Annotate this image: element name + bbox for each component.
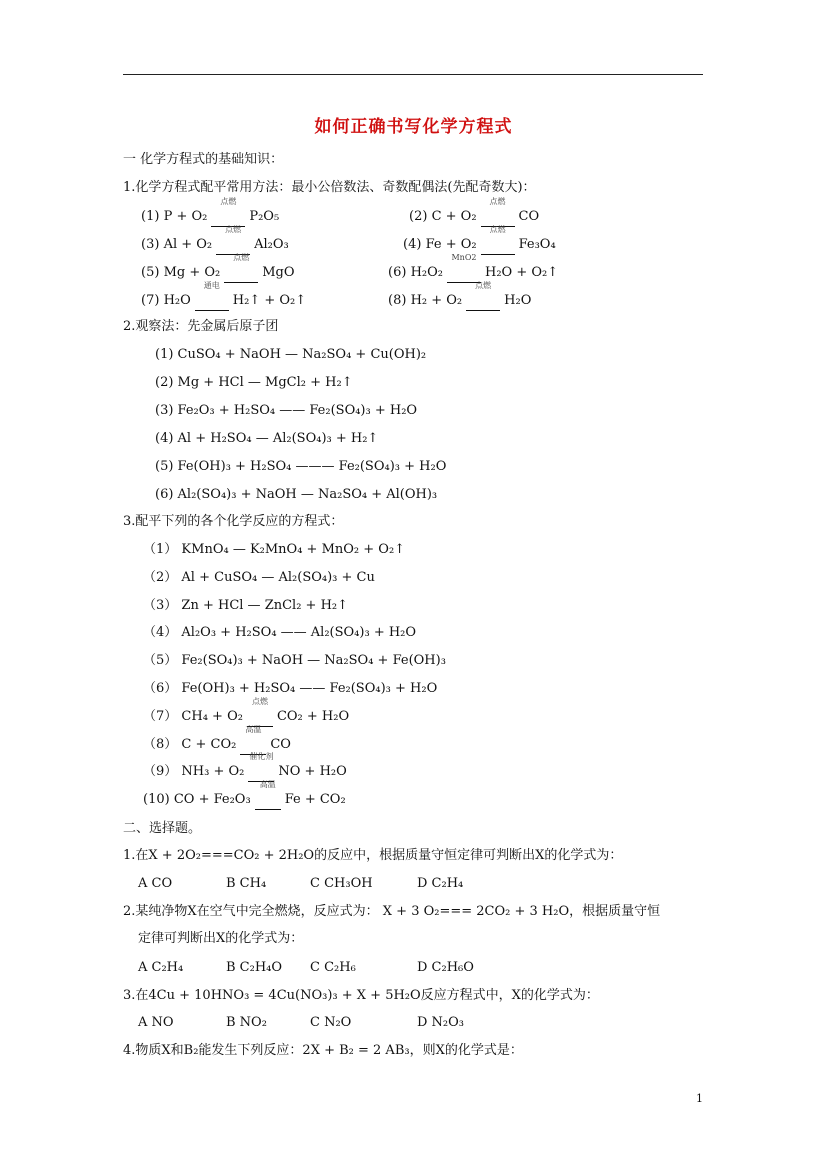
balance-equation-4 [143,624,416,642]
option-C: C N₂O [310,1015,352,1030]
equation-number: (10) [143,792,170,808]
equation-number: (8) [388,293,407,308]
method2-heading: 2.观察法：先金属后原子团 [123,319,279,334]
equation-number: （5） [143,653,178,669]
option-C: C CH₃OH [310,876,373,891]
condition-label: 通电 [203,281,220,290]
equation-products: MgO [262,265,295,280]
equation-reactants: H₂O [163,293,191,308]
equation-products: CO [270,736,291,752]
question-2-stem: 2.某纯净物X在空气中完全燃烧，反应式为： X + 3 O₂=== 2CO₂ + 3 H₂O，根据质量守恒 [123,904,661,919]
balance-equation-9 [143,752,347,782]
condition-label: 点燃 [220,197,237,206]
observe-equation-6: (6) Al₂(SO₄)₃ + NaOH — Na₂SO₄ + Al(OH)₃ [155,487,438,502]
reaction-condition [481,225,515,255]
equation-reactants: H₂O₂ [410,265,443,280]
equation-products: Fe + CO₂ [284,792,346,808]
equation-reactants: P + O₂ [163,209,208,224]
equation-text: Al + CuSO₄ — Al₂(SO₄)₃ + Cu [181,569,375,585]
page-number: 1 [696,1092,703,1105]
observe-equation-1: (1) CuSO₄ + NaOH — Na₂SO₄ + Cu(OH)₂ [155,347,427,362]
reaction-condition [224,253,258,283]
equation-8 [388,281,532,311]
condition-label: 点燃 [489,225,506,234]
option-D: D C₂H₄ [417,876,464,891]
equation-reactants: Fe + O₂ [425,237,477,252]
equation-3 [141,225,289,255]
equation-reactants: CO + Fe₂O₃ [173,792,251,808]
option-A: A CO [138,876,173,891]
condition-label: 点燃 [475,281,492,290]
condition-label: 点燃 [225,225,242,234]
equation-2 [409,197,540,227]
section2-heading: 二、选择题。 [123,821,202,836]
equation-number: (3) [141,237,160,252]
equation-products: CO₂ + H₂O [276,708,350,724]
balance-equation-2 [143,569,375,587]
question-2-stem-cont: 定律可判断出X的化学式为： [138,931,304,946]
condition-label: 催化剂 [249,752,274,762]
observe-equation-2: (2) Mg + HCl — MgCl₂ + H₂↑ [155,375,353,390]
equation-reactants: C + CO₂ [181,736,237,752]
equation-products: H₂↑ + O₂↑ [232,293,307,308]
option-D: D N₂O₃ [417,1015,465,1030]
reaction-condition [466,281,500,311]
balance-equation-5 [143,652,446,670]
equation-7 [141,281,307,311]
option-B: B C₂H₄O [226,960,283,975]
equation-number: (2) [409,209,428,224]
equation-number: (1) [141,209,160,224]
condition-label: MnO2 [451,253,477,262]
equation-number: （4） [143,625,178,641]
header-rule [123,74,703,75]
equation-1 [141,197,280,227]
equation-reactants: C + O₂ [431,209,477,224]
equation-reactants: CH₄ + O₂ [181,708,243,724]
balance-equation-3 [143,597,348,615]
equation-number: （3） [143,597,178,613]
equation-number: (4) [403,237,422,252]
equation-text: Zn + HCl — ZnCl₂ + H₂↑ [181,597,349,613]
equation-number: （6） [143,681,178,696]
condition-label: 点燃 [233,253,250,262]
condition-label: 高温 [259,780,276,790]
option-A: A NO [138,1015,174,1030]
equation-text: Al₂O₃ + H₂SO₄ —— Al₂(SO₄)₃ + H₂O [181,625,417,641]
equation-text: Fe(OH)₃ + H₂SO₄ —— Fe₂(SO₄)₃ + H₂O [181,681,438,696]
equation-text: KMnO₄ — K₂MnO₄ + MnO₂ + O₂↑ [181,542,406,557]
observe-equation-4: (4) Al + H₂SO₄ — Al₂(SO₄)₃ + H₂↑ [155,431,379,446]
equation-text: Fe₂(SO₄)₃ + NaOH — Na₂SO₄ + Fe(OH)₃ [181,653,446,669]
equation-reactants: Al + O₂ [163,237,213,252]
equation-reactants: H₂ + O₂ [410,293,463,308]
observe-equation-3: (3) Fe₂O₃ + H₂SO₄ —— Fe₂(SO₄)₃ + H₂O [155,403,418,418]
equation-reactants: NH₃ + O₂ [181,764,245,780]
balance-equation-6 [143,680,437,698]
equation-number: （7） [143,708,178,724]
question-4-stem: 4.物质X和B₂能发生下列反应：2X + B₂ = 2 AB₃，则X的化学式是： [123,1043,523,1058]
condition-label: 高温 [245,724,262,734]
equation-products: Fe₃O₄ [518,237,556,252]
equation-number: （2） [143,569,178,585]
option-C: C C₂H₆ [310,960,356,975]
equation-products: H₂O + O₂↑ [484,265,559,280]
equation-products: CO [518,209,540,224]
balance-equation-1 [143,541,405,559]
balance-equation-10 [143,780,346,810]
equation-number: （9） [143,764,178,780]
equation-number: （8） [143,736,178,752]
equation-number: (7) [141,293,160,308]
section1-heading: 一 化学方程式的基础知识： [123,152,284,167]
question-3-stem: 3.在4Cu + 10HNO₃ = 4Cu(NO₃)₃ + X + 5H₂O反应方程式中，X的化学式为： [123,988,599,1003]
equation-number: (6) [388,265,407,280]
equation-products: NO + H₂O [278,764,347,780]
equation-number: (5) [141,265,160,280]
equation-products: P₂O₅ [249,209,280,224]
reaction-condition [255,780,281,810]
method3-heading: 3.配平下列的各个化学反应的方程式： [123,514,344,529]
option-B: B NO₂ [226,1015,267,1030]
option-B: B CH₄ [226,876,267,891]
condition-label: 点燃 [251,696,268,706]
equation-reactants: Mg + O₂ [163,265,221,280]
observe-equation-5: (5) Fe(OH)₃ + H₂SO₄ ——— Fe₂(SO₄)₃ + H₂O [155,459,447,474]
question-1-stem: 1.在X + 2O₂===CO₂ + 2H₂O的反应中，根据质量守恒定律可判断出X的化学式为： [123,848,623,863]
equation-products: Al₂O₃ [254,237,289,252]
option-D: D C₂H₆O [417,960,474,975]
reaction-condition [195,281,229,311]
option-A: A C₂H₄ [138,960,184,975]
condition-label: 点燃 [489,197,506,206]
equation-products: H₂O [504,293,532,308]
page-title: 如何正确书写化学方程式 [314,117,513,137]
equation-number: （1） [143,542,178,557]
method1-heading: 1.化学方程式配平常用方法：最小公倍数法、奇数配偶法(先配奇数大)： [123,180,536,195]
